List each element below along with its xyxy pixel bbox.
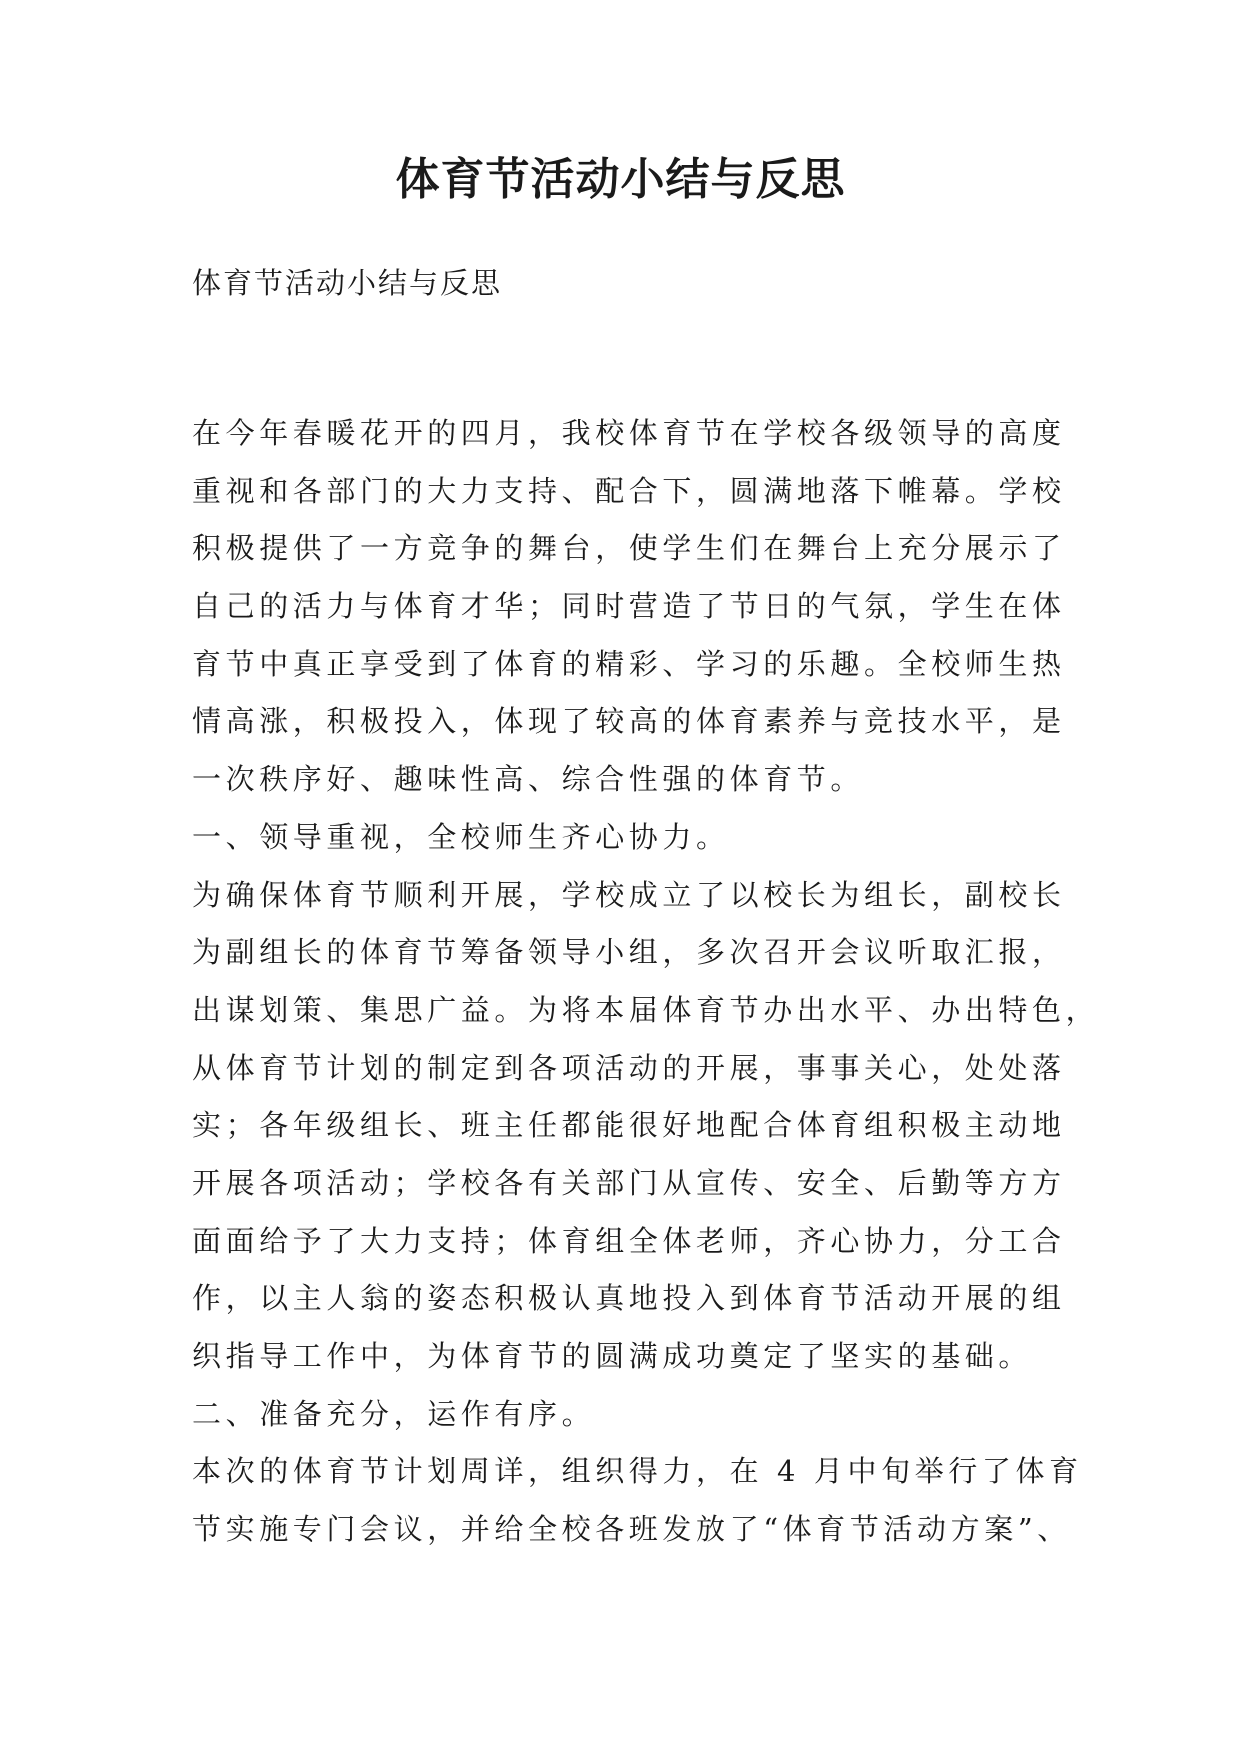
section-heading-2: 二、准备充分，运作有序。 [192,1396,596,1431]
document-title: 体育节活动小结与反思 [395,154,846,205]
document-body [192,405,1100,1559]
document-subtitle: 体育节活动小结与反思 [192,266,503,300]
body-line: 自己的活力与体育才华；同时营造了节日的气氛，学生在体 [192,589,1066,624]
body-line: 重视和各部门的大力支持、配合下，圆满地落下帷幕。学校 [192,473,1066,508]
body-line: 实；各年级组长、班主任都能很好地配合体育组积极主动地 [192,1108,1066,1143]
body-line: 节实施专门会议，并给全校各班发放了“体育节活动方案”、 [192,1512,1071,1547]
body-line: 情高涨，积极投入，体现了较高的体育素养与竞技水平，是 [192,704,1066,739]
body-line: 面面给予了大力支持；体育组全体老师，齐心协力，分工合 [192,1223,1066,1258]
body-line: 开展各项活动；学校各有关部门从宣传、安全、后勤等方方 [192,1165,1066,1200]
body-line: 作，以主人翁的姿态积极认真地投入到体育节活动开展的组 [192,1281,1066,1316]
body-line: 在今年春暖花开的四月，我校体育节在学校各级领导的高度 [192,416,1066,450]
body-line: 为确保体育节顺利开展，学校成立了以校长为组长，副校长 [192,877,1066,912]
body-line: 出谋划策、集思广益。为将本届体育节办出水平、办出特色， [192,992,1100,1027]
body-line: 本次的体育节计划周详，组织得力，在 4 月中旬举行了体育 [192,1454,1083,1489]
section-heading-1: 一、领导重视，全校师生齐心协力。 [192,819,730,854]
body-line: 一次秩序好、趣味性高、综合性强的体育节。 [192,762,865,797]
body-line: 织指导工作中，为体育节的圆满成功奠定了坚实的基础。 [192,1339,1033,1373]
body-line: 为副组长的体育节筹备领导小组，多次召开会议听取汇报， [192,935,1066,970]
body-line: 积极提供了一方竞争的舞台，使学生们在舞台上充分展示了 [192,531,1066,566]
body-line: 育节中真正享受到了体育的精彩、学习的乐趣。全校师生热 [192,646,1066,681]
body-line: 从体育节计划的制定到各项活动的开展，事事关心，处处落 [192,1050,1066,1085]
